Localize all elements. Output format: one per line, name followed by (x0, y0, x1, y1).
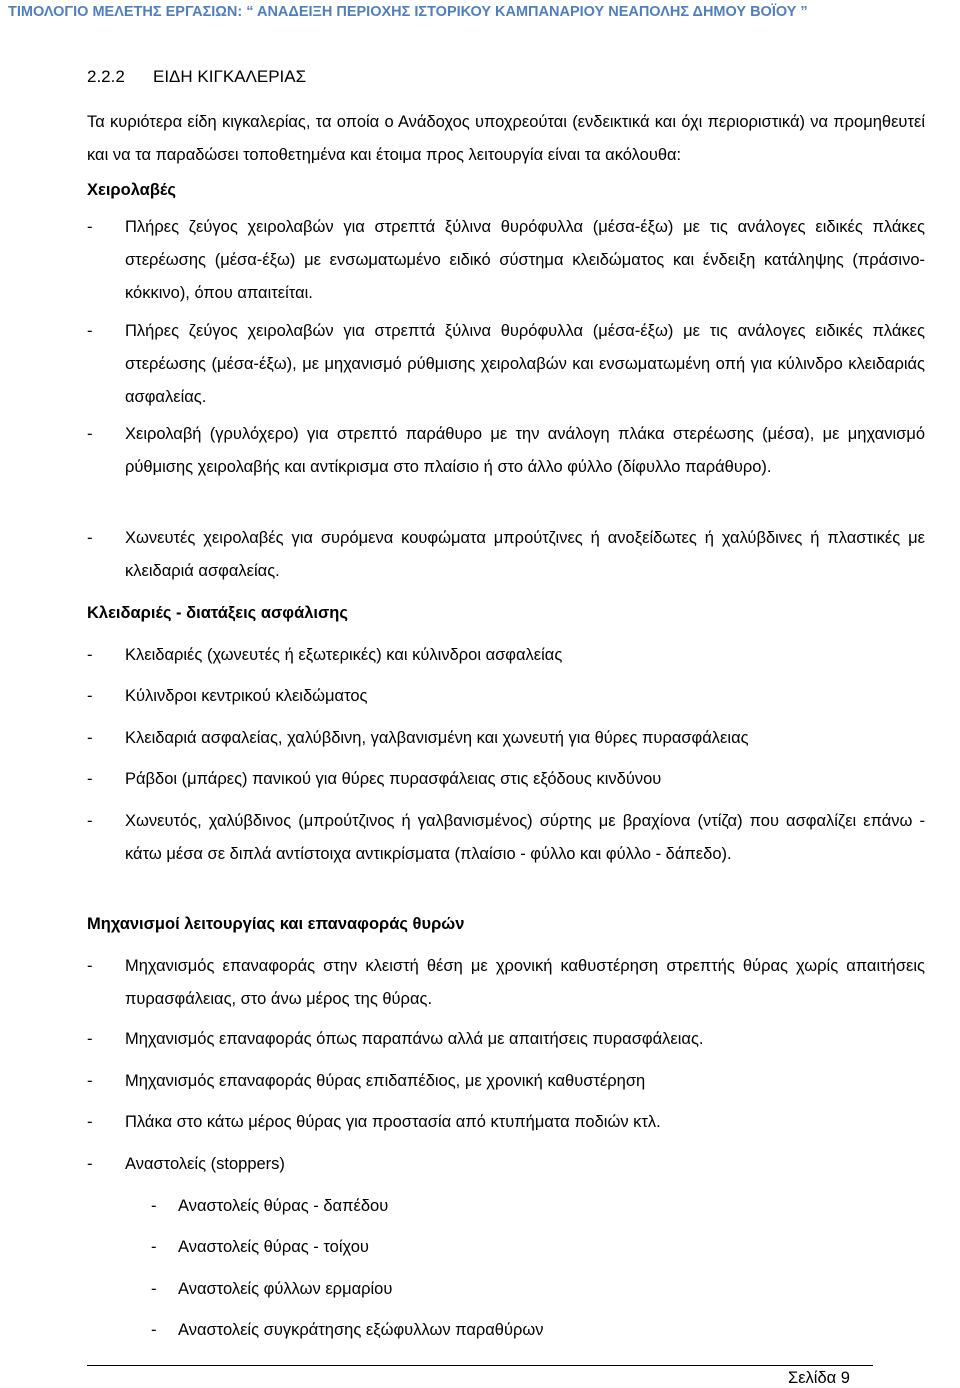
section-number: 2.2.2 (87, 67, 125, 86)
sub-list-item-text: Αναστολείς θύρας - τοίχου (178, 1238, 369, 1256)
bullet-dash: - (87, 812, 93, 830)
header-title: ΤΙΜΟΛΟΓΙΟ ΜΕΛΕΤΗΣ ΕΡΓΑΣΙΩΝ: “ ΑΝΑΔΕΙΞΗ ΠΕΡΙΟΧΗΣ ΙΣΤΟΡΙΚΟΥ ΚΑΜΠΑΝΑΡΙΟΥ ΝΕΑΠΟΛΗΣ ΔΗΜΟΥ ΒΟΪΟΥ ” (8, 4, 808, 20)
list-item-text: Μηχανισμός επαναφοράς στην κλειστή θέση με χρονική καθυστέρηση στρεπτής θύρας χωρίς απαιτήσεις πυρασφάλειας, στο άνω μέρος της θύρας. (125, 957, 925, 1008)
page-number: Σελίδα 9 (788, 1369, 850, 1387)
locks-heading: Κλειδαριές - διατάξεις ασφάλισης (87, 604, 348, 622)
bullet-dash: - (151, 1321, 157, 1339)
bullet-dash: - (87, 1113, 93, 1131)
sub-list-item-text: Αναστολείς συγκράτησης εξώφυλλων παραθύρων (178, 1321, 544, 1339)
running-header (0, 0, 960, 23)
bullet-dash: - (87, 1072, 93, 1090)
sub-list-item-text: Αναστολείς θύρας - δαπέδου (178, 1197, 389, 1215)
bullet-dash: - (87, 1155, 93, 1173)
bullet-dash: - (87, 529, 93, 547)
bullet-dash: - (87, 729, 93, 747)
list-item-text: Χειρολαβή (γρυλόχερο) για στρεπτό παράθυρο με την ανάλογη πλάκα στερέωσης (μέσα), με μηχανισμό ρύθμισης χειρολαβής και αντίκρισμα στο πλαίσιο ή στο άλλο φύλλο (δίφυλλο παράθυρο). (125, 425, 925, 476)
intro-paragraph: Τα κυριότερα είδη κιγκαλερίας, τα οποία ο Ανάδοχος υποχρεούται (ενδεικτικά και όχι περιοριστικά) να προμηθευτεί και να τα παραδώσει τοποθετημένα και έτοιμα προς λειτουργία είναι τα ακόλουθα: (87, 113, 925, 164)
list-item-text: Πλήρες ζεύγος χειρολαβών για στρεπτά ξύλινα θυρόφυλλα (μέσα-έξω) με τις ανάλογες ειδικές πλάκες στερέωσης (μέσα-έξω) με ενσωματωμένο ειδικό σύστημα κλειδώματος και ένδειξη κατάληψης (πράσινο-κόκκινο), όπου απαιτείται. (125, 218, 925, 302)
list-item-text: Κλειδαριά ασφαλείας, χαλύβδινη, γαλβανισμένη και χωνευτή για θύρες πυρασφάλειας (125, 729, 749, 747)
section-heading (87, 64, 306, 90)
bullet-dash: - (87, 957, 93, 975)
bullet-dash: - (87, 322, 93, 340)
bullet-dash: - (87, 218, 93, 236)
bullet-dash: - (151, 1280, 157, 1298)
bullet-dash: - (151, 1197, 157, 1215)
bullet-dash: - (87, 425, 93, 443)
handles-heading: Χειρολαβές (87, 181, 176, 199)
list-item-text: Πλήρες ζεύγος χειρολαβών για στρεπτά ξύλινα θυρόφυλλα (μέσα-έξω) με τις ανάλογες ειδικές πλάκες στερέωσης (μέσα-έξω), με μηχανισμό ρύθμισης χειρολαβών και ενσωματωμένη οπή για κύλινδρο κλειδαριάς ασφαλείας. (125, 322, 925, 406)
list-item-text: Μηχανισμός επαναφοράς όπως παραπάνω αλλά με απαιτήσεις πυρασφάλειας. (125, 1030, 704, 1048)
bullet-dash: - (87, 1030, 93, 1048)
mechanisms-heading: Μηχανισμοί λειτουργίας και επαναφοράς θυρών (87, 915, 465, 933)
list-item-text: Αναστολείς (stoppers) (125, 1155, 285, 1173)
list-item-text: Χωνευτές χειρολαβές για συρόμενα κουφώματα μπρούτζινες ή ανοξείδωτες ή χαλύβδινες ή πλαστικές με κλειδαριά ασφαλείας. (125, 529, 925, 580)
bullet-dash: - (87, 770, 93, 788)
list-item-text: Κλειδαριές (χωνευτές ή εξωτερικές) και κύλινδροι ασφαλείας (125, 646, 563, 664)
list-item-text: Χωνευτός, χαλύβδινος (μπρούτζινος ή γαλβανισμένος) σύρτης με βραχίονα (ντίζα) που ασφαλίζει επάνω - κάτω μέσα σε διπλά αντίστοιχα αντικρίσματα (πλαίσιο - φύλλο και φύλλο - δάπεδο). (125, 812, 925, 863)
footer-divider (87, 1365, 873, 1366)
list-item-text: Πλάκα στο κάτω μέρος θύρας για προστασία από κτυπήματα ποδιών κτλ. (125, 1113, 661, 1131)
bullet-dash: - (151, 1238, 157, 1256)
list-item-text: Μηχανισμός επαναφοράς θύρας επιδαπέδιος, με χρονική καθυστέρηση (125, 1072, 646, 1090)
list-item-text: Ράβδοι (μπάρες) πανικού για θύρες πυρασφάλειας στις εξόδους κινδύνου (125, 770, 662, 788)
bullet-dash: - (87, 646, 93, 664)
list-item-text: Κύλινδροι κεντρικού κλειδώματος (125, 687, 368, 705)
section-title: ΕΙΔΗ ΚΙΓΚΑΛΕΡΙΑΣ (153, 67, 307, 86)
sub-list-item-text: Αναστολείς φύλλων ερμαρίου (178, 1280, 393, 1298)
bullet-dash: - (87, 687, 93, 705)
